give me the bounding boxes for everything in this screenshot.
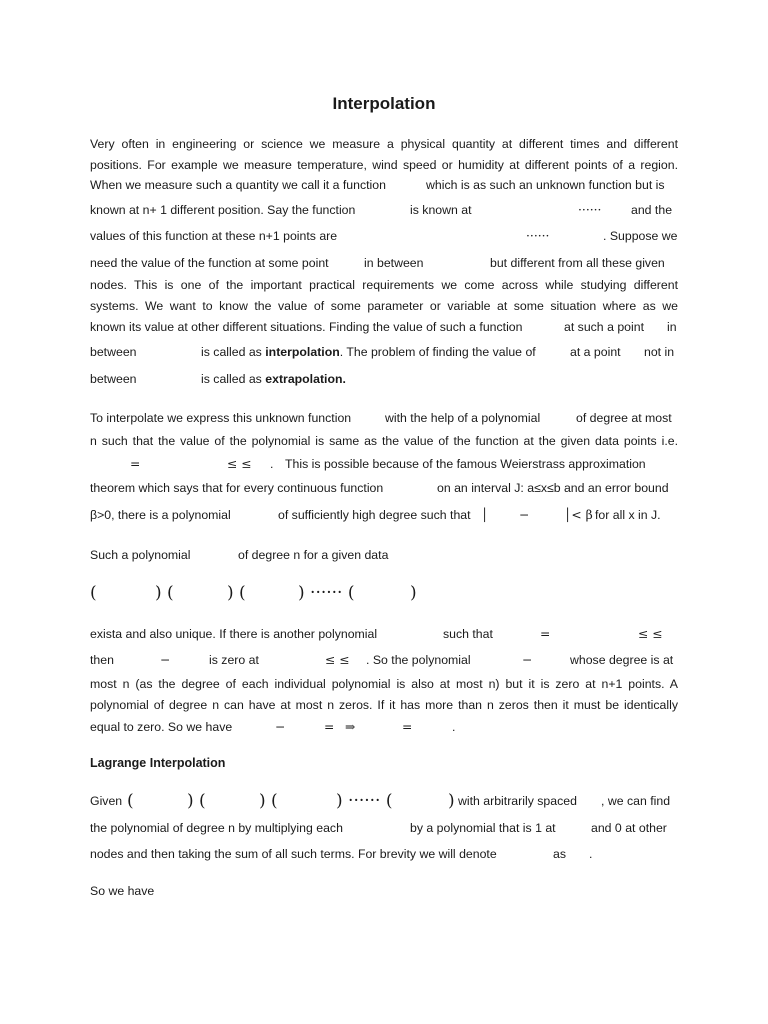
text-fragment: and 0 at other (591, 821, 667, 835)
paragraph-4-line-5 (90, 719, 678, 735)
minus-sign: − (522, 653, 533, 667)
text-fragment: exista and also unique. If there is another polynomial (90, 627, 378, 641)
minus-sign: − (275, 720, 286, 734)
paragraph-5-line-3 (90, 846, 678, 862)
paragraph-4-line-3: most n (as the degree of each individual polynomial is also at most n) but it is zero at n+1 points. A (90, 677, 678, 691)
paragraph-1-line-7: nodes. This is one of the important practical requirements we come across while studying different (90, 278, 678, 292)
text-fragment: but different from all these given (490, 256, 665, 270)
text-fragment: then (90, 653, 114, 667)
paragraph-1-line-4 (90, 202, 678, 218)
paragraph-4-line-2 (90, 652, 678, 668)
period: . (589, 847, 593, 861)
paragraph-2-line-3 (90, 456, 678, 472)
equals-sign: = (324, 720, 335, 734)
text-fragment: whose degree is at (570, 653, 674, 667)
paragraph-4-line-4: polynomial of degree n can have at most n zeros. If it has more than n zeros then it must be identically (90, 698, 678, 712)
text-fragment: known at n+ 1 different position. Say the function (90, 203, 356, 217)
text-fragment: Such a polynomial (90, 548, 191, 562)
text-fragment: as (553, 847, 566, 861)
period: . (452, 720, 456, 734)
text-fragment: in (667, 320, 677, 334)
paragraph-4-line-1 (90, 626, 678, 642)
text-fragment (201, 344, 536, 360)
text-fragment: at a point (570, 345, 621, 359)
paragraph-1-line-8: systems. We want to know the value of some parameter or variable at some situation where as we (90, 299, 678, 313)
paragraph-5-line-2 (90, 820, 678, 836)
text-fragment: . So the polynomial (366, 653, 471, 667)
ellipsis: ······ (578, 203, 602, 217)
text-fragment (201, 371, 346, 387)
text-fragment: When we measure such a quantity we call it a function (90, 178, 386, 192)
text-fragment: of sufficiently high degree such that (278, 508, 471, 522)
paragraph-2-line-5 (90, 507, 678, 523)
text-fragment: is zero at (209, 653, 259, 667)
text-fragment: Given (90, 794, 123, 808)
text-fragment: nodes and then taking the sum of all such terms. For brevity we will denote (90, 847, 497, 861)
tuple-bracket: ) ······ ( (336, 791, 393, 811)
equals-sign: = (402, 720, 413, 734)
paragraph-2-line-4 (90, 480, 678, 496)
paragraph-1-line-11 (90, 371, 678, 387)
equals-sign: = (130, 457, 141, 471)
text-fragment: is called as (201, 372, 262, 386)
data-points-tuples (90, 582, 678, 604)
paragraph-1-line-1: Very often in engineering or science we measure a physical quantity at different times and different (90, 137, 678, 151)
text-fragment: in between (364, 256, 424, 270)
page-title: Interpolation (332, 94, 436, 113)
text-fragment: known its value at other different situations. Finding the value of such a function (90, 320, 523, 334)
paragraph-1-line-10 (90, 344, 678, 360)
text-fragment: To interpolate we express this unknown function (90, 411, 352, 425)
paragraph-1-line-6 (90, 255, 678, 271)
text-fragment: for all x in J. (595, 508, 661, 522)
implies-arrow: ⇒ (345, 720, 356, 734)
paragraph-5-line-1 (90, 790, 678, 812)
tuple-bracket: ) (410, 583, 417, 603)
tuple-bracket: ( (90, 583, 97, 603)
paragraph-2-line-1 (90, 410, 678, 426)
text-fragment: need the value of the function at some point (90, 256, 329, 270)
period: . (270, 457, 274, 471)
text-fragment: which is as such an unknown function but is (426, 178, 665, 192)
tuple-bracket: ( (127, 791, 134, 811)
text-fragment: not in (644, 345, 675, 359)
text-fragment: , we can find (601, 794, 671, 808)
text-fragment: of degree n for a given data (238, 548, 389, 562)
text-fragment: with arbitrarily spaced (458, 794, 577, 808)
text-fragment: of degree at most (576, 411, 672, 425)
text-fragment: on an interval J: a≤x≤b and an error bound (437, 481, 669, 495)
tuple-bracket: ) ······ ( (298, 583, 355, 603)
tuple-bracket: ) ( (187, 791, 206, 811)
text-fragment: This is possible because of the famous Weierstrass approximation (285, 457, 646, 471)
text-fragment: is known at (410, 203, 472, 217)
ellipsis: ······ (526, 229, 550, 243)
text-fragment: such that (443, 627, 493, 641)
paragraph-2-line-2: n such that the value of the polynomial is same as the value of the function at the given data points i.e. (90, 434, 678, 448)
inequality-signs: ≤ ≤ (638, 627, 663, 641)
tuple-bracket: ) (448, 791, 455, 811)
inequality-signs: ≤ ≤ (325, 653, 350, 667)
text-fragment: and the (631, 203, 673, 217)
text-fragment: at such a point (564, 320, 644, 334)
text-fragment: . Suppose we (603, 229, 678, 243)
paragraph-1-line-2: positions. For example we measure temperature, wind speed or humidity at different points of a region. (90, 158, 678, 172)
paragraph-3-line-1 (90, 547, 678, 563)
minus-sign: − (519, 508, 530, 522)
term-interpolation: interpolation (265, 345, 340, 359)
closing-line: So we have (90, 884, 155, 898)
absolute-value-bar: │< β (564, 508, 593, 522)
text-fragment: theorem which says that for every continuous function (90, 481, 384, 495)
text-fragment: . The problem of finding the value of (339, 345, 536, 359)
term-extrapolation: extrapolation. (265, 372, 346, 386)
absolute-value-bar: │ (481, 508, 489, 522)
text-fragment: by a polynomial that is 1 at (410, 821, 556, 835)
tuple-bracket: ) ( (227, 583, 246, 603)
equals-sign: = (540, 627, 551, 641)
text-fragment: with the help of a polynomial (385, 411, 541, 425)
paragraph-1-line-5 (90, 228, 678, 244)
text-fragment: between (90, 345, 137, 359)
paragraph-1-line-3 (90, 177, 678, 193)
tuple-bracket: ) ( (155, 583, 174, 603)
tuple-bracket: ) ( (259, 791, 278, 811)
text-fragment: between (90, 372, 137, 386)
text-fragment: values of this function at these n+1 points are (90, 229, 338, 243)
text-fragment: β>0, there is a polynomial (90, 508, 231, 522)
text-fragment: the polynomial of degree n by multiplying each (90, 821, 343, 835)
text-fragment: is called as (201, 345, 262, 359)
inequality-signs: ≤ ≤ (227, 457, 252, 471)
paragraph-1-line-9 (90, 319, 678, 335)
minus-sign: − (160, 653, 171, 667)
section-heading-lagrange: Lagrange Interpolation (90, 756, 226, 770)
text-fragment: equal to zero. So we have (90, 720, 233, 734)
